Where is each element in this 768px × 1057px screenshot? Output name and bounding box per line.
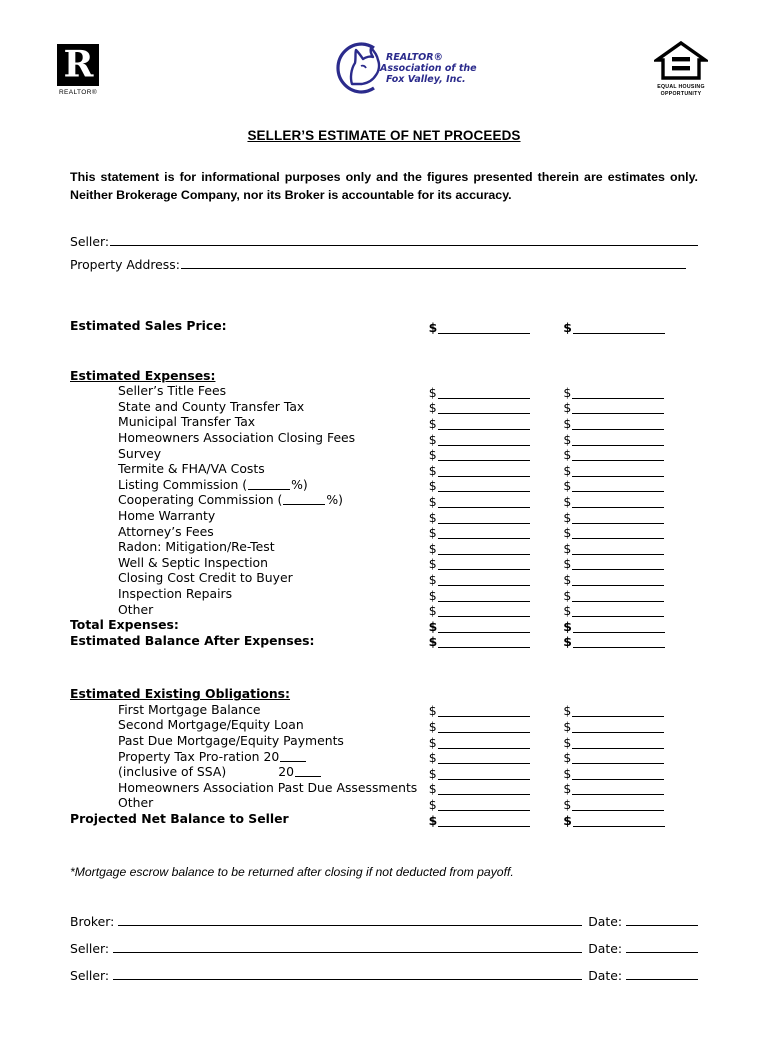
obligation-input-1[interactable] [438,798,530,811]
total-expenses-input-2[interactable] [573,620,665,633]
seller-label-2: Seller: [70,967,110,983]
broker-signature-input[interactable] [118,913,582,926]
currency-symbol: $ [563,703,572,719]
currency-symbol: $ [563,525,572,541]
expense-amount-2 [563,604,698,617]
expense-input-1[interactable] [438,573,530,586]
currency-symbol: $ [563,415,572,431]
expense-input-1[interactable] [438,479,530,492]
obligation-amount-1 [429,736,564,749]
expense-input-1[interactable] [438,448,530,461]
broker-date-label: Date: [588,913,622,929]
escrow-footnote: *Mortgage escrow balance to be returned after closing if not deducted from payoff. [70,864,514,879]
currency-symbol: $ [563,765,572,781]
expense-input-2[interactable] [572,464,664,477]
seller-date-label-2: Date: [588,967,622,983]
expense-input-1[interactable] [438,417,530,430]
currency-symbol: $ [563,493,572,509]
currency-symbol: $ [428,765,437,781]
expense-label: Attorney’s Fees [118,523,214,539]
expense-row [70,399,698,415]
expense-label: Closing Cost Credit to Buyer [118,570,293,586]
expense-label: Inspection Repairs [118,585,233,601]
expense-input-2[interactable] [572,557,664,570]
currency-symbol: $ [428,556,437,572]
seller-date-input-1[interactable] [626,940,698,953]
estimated-sales-price-row [70,318,698,334]
currency-symbol: $ [428,384,437,400]
currency-symbol: $ [563,447,572,463]
expense-input-2[interactable] [572,417,664,430]
estimated-expenses-section [70,368,698,649]
expense-amount-1 [429,495,564,508]
seller-signature-input-2[interactable] [113,967,582,980]
broker-signature-line [70,913,698,929]
expense-input-2[interactable] [572,433,664,446]
total-expenses-label: Total Expenses: [70,617,179,633]
ssa-text: (inclusive of SSA) [118,764,227,780]
currency-symbol: $ [563,618,572,634]
expense-amount-2 [563,417,698,430]
currency-symbol: $ [563,797,572,813]
identification-block [70,234,698,272]
association-logo-line2: Association of the [380,63,477,74]
obligation-amount-2 [563,720,698,733]
expense-label [70,477,429,493]
cooperating-commission-percent-input[interactable] [283,493,325,505]
ssa-year-input[interactable] [295,765,321,777]
expense-input-2[interactable] [572,511,664,524]
expense-row [70,446,698,462]
expense-row [70,570,698,586]
expense-input-2[interactable] [572,448,664,461]
obligation-label: Second Mortgage/Equity Loan [118,717,304,733]
obligation-input-2[interactable] [572,751,664,764]
expense-input-2[interactable] [572,526,664,539]
page-title: SELLER’S ESTIMATE OF NET PROCEEDS [247,128,521,143]
currency-symbol: $ [428,525,437,541]
broker-label: Broker: [70,913,115,929]
currency-symbol: $ [428,540,437,556]
obligation-amount-2 [563,798,698,811]
expense-label: Termite & FHA/VA Costs [118,461,265,477]
expense-label: Home Warranty [118,507,216,523]
expense-amount-2 [563,448,698,461]
expense-row [70,555,698,571]
currency-symbol: $ [428,781,437,797]
seller-label: Seller: [70,234,110,249]
realtor-r-glyph: R [63,43,93,86]
currency-symbol: $ [428,493,437,509]
estimated-balance-input-1[interactable] [438,635,530,648]
currency-symbol: $ [428,797,437,813]
expense-amount-1 [429,448,564,461]
obligation-row [70,733,698,749]
association-logo-line1: REALTOR® [386,52,444,63]
currency-symbol: $ [563,719,572,735]
realtor-r-icon [57,44,99,86]
expense-input-1[interactable] [438,401,530,414]
expense-amount-2 [563,464,698,477]
total-expenses-row [70,617,698,633]
obligation-row [70,795,698,811]
expense-amount-2 [563,479,698,492]
expense-row [70,602,698,618]
seller-date-input-2[interactable] [626,967,698,980]
listing-commission-percent-input[interactable] [248,478,290,490]
currency-symbol: $ [428,618,438,634]
expense-amount-2 [563,542,698,555]
total-expenses-amount-2 [563,620,698,633]
obligation-input-2[interactable] [572,798,664,811]
currency-symbol: $ [428,509,437,525]
expense-row-cooperating-commission [70,492,698,508]
seller-name-input[interactable] [110,234,698,246]
obligation-input-1[interactable] [438,720,530,733]
obligation-input-2[interactable] [572,704,664,717]
projected-net-balance-row [70,811,698,827]
estimated-balance-label: Estimated Balance After Expenses: [70,632,315,648]
broker-date-input[interactable] [626,913,698,926]
cooperating-commission-text: Cooperating Commission ( [118,492,283,508]
property-address-label: Property Address: [70,257,180,272]
seller-name-line [70,234,698,249]
equal-housing-house-icon [654,40,708,82]
currency-symbol: $ [428,634,438,650]
expense-amount-1 [429,433,564,446]
obligation-amount-1 [429,704,564,717]
expense-amount-1 [429,464,564,477]
association-logo-line3: Fox Valley, Inc. [386,74,466,85]
expense-amount-1 [429,386,564,399]
fox-valley-association-logo [316,38,496,98]
equal-housing-caption [650,84,712,98]
obligation-amount-1 [429,720,564,733]
expense-amount-1 [429,479,564,492]
estimated-expenses-heading: Estimated Expenses: [70,367,216,383]
obligation-amount-2 [563,767,698,780]
property-address-line [70,257,698,272]
obligation-label: Past Due Mortgage/Equity Payments [118,733,344,749]
expense-label: Seller’s Title Fees [118,383,227,399]
estimated-balance-after-expenses-row [70,633,698,649]
equal-housing-caption-line1: EQUAL HOUSING [657,84,705,90]
estimated-existing-obligations-heading: Estimated Existing Obligations: [70,686,291,702]
property-tax-text: Property Tax Pro-ration 20 [118,748,280,764]
equal-housing-caption-line2: OPPORTUNITY [660,91,702,97]
sales-price-section [70,318,698,334]
obligation-row [70,702,698,718]
expense-input-2[interactable] [572,604,664,617]
projected-net-balance-label: Projected Net Balance to Seller [70,811,289,827]
estimated-sales-price-label: Estimated Sales Price: [70,318,227,333]
currency-symbol: $ [428,734,437,750]
seller-signature-line-2 [70,967,698,983]
expense-label: Homeowners Association Closing Fees [118,429,356,445]
expense-amount-2 [563,526,698,539]
currency-symbol: $ [428,812,438,828]
expense-input-2[interactable] [572,386,664,399]
expense-label: Well & Septic Inspection [118,554,268,570]
expense-input-1[interactable] [438,557,530,570]
obligation-amount-1 [429,782,564,795]
expense-amount-1 [429,542,564,555]
expense-amount-2 [563,511,698,524]
currency-symbol: $ [428,603,437,619]
expense-row [70,414,698,430]
obligation-label: Other [118,795,154,811]
obligation-input-1[interactable] [438,767,530,780]
expense-input-1[interactable] [438,542,530,555]
obligation-amount-2 [563,751,698,764]
expense-input-2[interactable] [572,495,664,508]
expense-input-1[interactable] [438,526,530,539]
obligation-input-2[interactable] [572,736,664,749]
expense-label: Other [118,601,154,617]
logo-row [0,36,768,106]
fox-head-in-circle-icon [316,38,496,98]
disclaimer-paragraph: This statement is for informational purposes only and the figures presented therein are estimates only. Neither Brokerage Company, nor its Broker is accountable for its accuracy. [70,170,698,202]
estimated-sales-price-amount-2 [563,321,698,334]
obligation-label [70,749,429,765]
expense-label: Municipal Transfer Tax [118,414,256,430]
expense-input-2[interactable] [572,573,664,586]
projected-net-balance-input-2[interactable] [573,814,665,827]
expense-input-2[interactable] [572,479,664,492]
estimated-sales-price-input-2[interactable] [573,321,665,334]
expense-row [70,430,698,446]
expense-row [70,524,698,540]
currency-symbol: $ [428,478,437,494]
currency-symbol: $ [563,750,572,766]
expense-amount-1 [429,573,564,586]
estimated-balance-input-2[interactable] [573,635,665,648]
estimated-sales-price-amount-1 [429,321,564,334]
seller-date-label-1: Date: [588,940,622,956]
expense-input-2[interactable] [572,542,664,555]
currency-symbol: $ [563,603,572,619]
expense-input-1[interactable] [438,511,530,524]
currency-symbol: $ [428,719,437,735]
currency-symbol: $ [563,634,572,650]
currency-symbol: $ [428,447,437,463]
expense-input-1[interactable] [438,604,530,617]
obligation-amount-2 [563,704,698,717]
currency-symbol: $ [428,587,437,603]
expense-amount-1 [429,511,564,524]
obligation-label: Homeowners Association Past Due Assessments [118,779,418,795]
realtor-logo [54,44,102,96]
expense-amount-2 [563,589,698,602]
expense-row-listing-commission [70,477,698,493]
currency-symbol: $ [563,734,572,750]
currency-symbol: $ [563,571,572,587]
estimated-sales-price-input-1[interactable] [438,321,530,334]
document-page [0,36,768,1057]
expense-amount-1 [429,589,564,602]
obligation-row-property-tax [70,749,698,765]
obligation-input-1[interactable] [438,704,530,717]
obligation-amount-1 [429,751,564,764]
projected-net-balance-input-1[interactable] [438,814,530,827]
listing-commission-text: Listing Commission ( [118,476,248,492]
currency-symbol: $ [563,319,572,335]
expense-row [70,508,698,524]
obligation-input-1[interactable] [438,736,530,749]
currency-symbol: $ [428,319,438,335]
obligation-amount-2 [563,736,698,749]
projected-net-balance-amount-1 [429,814,564,827]
expense-amount-1 [429,557,564,570]
currency-symbol: $ [563,812,572,828]
listing-commission-suffix: %) [291,476,308,492]
expense-amount-2 [563,401,698,414]
currency-symbol: $ [563,478,572,494]
currency-symbol: $ [428,703,437,719]
seller-label-1: Seller: [70,940,110,956]
seller-signature-line-1 [70,940,698,956]
expense-row [70,383,698,399]
currency-symbol: $ [428,571,437,587]
total-expenses-input-1[interactable] [438,620,530,633]
currency-symbol: $ [563,556,572,572]
currency-symbol: $ [563,509,572,525]
expense-input-1[interactable] [438,464,530,477]
estimated-existing-obligations-section [70,686,698,826]
cooperating-commission-suffix: %) [326,492,343,508]
currency-symbol: $ [563,781,572,797]
expense-amount-1 [429,526,564,539]
expense-input-2[interactable] [572,589,664,602]
signature-block [70,913,698,983]
currency-symbol: $ [428,462,437,478]
expense-amount-2 [563,557,698,570]
expense-amount-2 [563,433,698,446]
obligation-amount-1 [429,767,564,780]
expense-row [70,539,698,555]
currency-symbol: $ [428,415,437,431]
property-tax-year-input[interactable] [280,750,306,762]
expense-label: Radon: Mitigation/Re-Test [118,539,275,555]
currency-symbol: $ [563,462,572,478]
obligation-amount-2 [563,782,698,795]
obligation-input-2[interactable] [572,767,664,780]
obligation-row [70,717,698,733]
currency-symbol: $ [563,587,572,603]
expense-amount-2 [563,573,698,586]
projected-net-balance-amount-2 [563,814,698,827]
currency-symbol: $ [563,540,572,556]
equal-housing-opportunity-logo [650,40,712,98]
expense-label: Survey [118,445,162,461]
total-expenses-amount-1 [429,620,564,633]
expense-input-2[interactable] [572,401,664,414]
expense-input-1[interactable] [438,589,530,602]
expense-amount-2 [563,386,698,399]
estimated-balance-amount-1 [429,635,564,648]
currency-symbol: $ [428,431,437,447]
obligation-input-1[interactable] [438,782,530,795]
currency-symbol: $ [563,431,572,447]
expense-label: State and County Transfer Tax [118,398,305,414]
obligation-amount-1 [429,798,564,811]
obligation-input-2[interactable] [572,720,664,733]
obligation-row-ssa [70,764,698,780]
expense-input-1[interactable] [438,495,530,508]
expense-amount-1 [429,401,564,414]
seller-signature-input-1[interactable] [113,940,582,953]
obligation-input-1[interactable] [438,751,530,764]
expense-row [70,586,698,602]
obligation-row [70,780,698,796]
obligation-label: First Mortgage Balance [118,701,261,717]
expense-amount-2 [563,495,698,508]
currency-symbol: $ [428,400,437,416]
property-address-input[interactable] [181,257,686,269]
expense-amount-1 [429,417,564,430]
expense-amount-1 [429,604,564,617]
expense-label [70,492,429,508]
obligation-label [70,764,429,780]
realtor-logo-caption: REALTOR® [58,89,98,96]
currency-symbol: $ [563,384,572,400]
expense-input-1[interactable] [438,433,530,446]
obligation-input-2[interactable] [572,782,664,795]
currency-symbol: $ [563,400,572,416]
currency-symbol: $ [428,750,437,766]
expense-row [70,461,698,477]
estimated-balance-amount-2 [563,635,698,648]
expense-input-1[interactable] [438,386,530,399]
ssa-year-prefix: 20 [278,764,294,780]
